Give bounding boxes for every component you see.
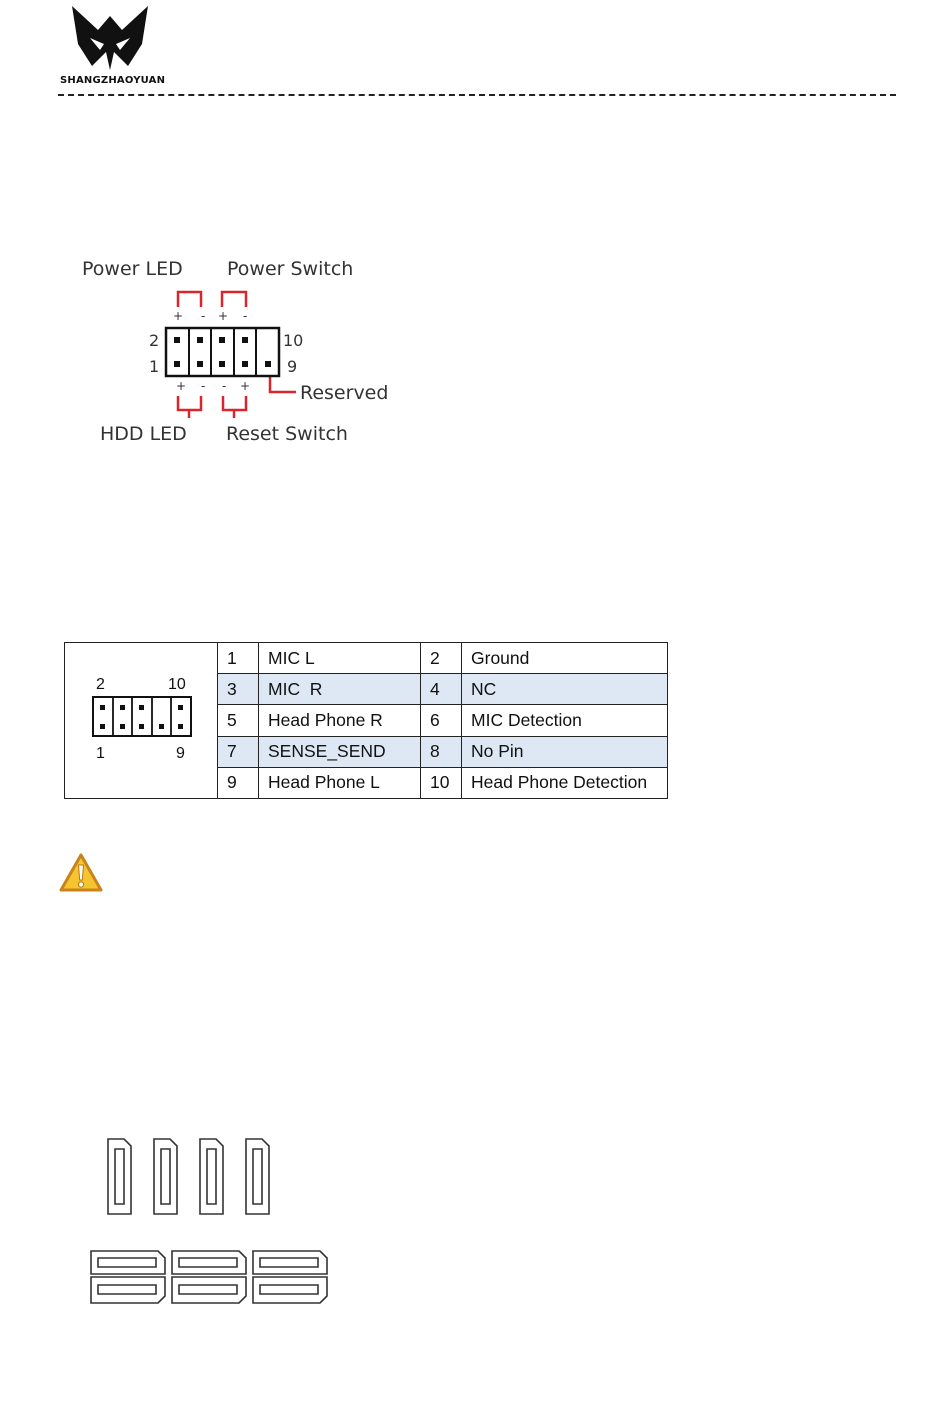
pin-number-cell: 1 [218,643,259,674]
diagram-pin-2: 2 [96,676,105,693]
signal-cell: NC [462,674,668,705]
signal-cell: Head Phone L [259,767,421,798]
signal-cell: Head Phone R [259,705,421,736]
sata-port-icon [172,1251,246,1274]
pin-number-cell: 10 [421,767,462,798]
warning-icon [58,852,104,894]
audio-header-diagram [65,643,218,799]
signal-cell: MIC L [259,643,421,674]
pin-number-cell: 5 [218,705,259,736]
front-panel-header-graphic [0,0,420,470]
label-reset-switch: Reset Switch [226,423,348,445]
polarity-plus: + [218,309,229,323]
sata-port-icon [253,1277,327,1303]
pin-number-cell: 7 [218,736,259,767]
pin-number-10: 10 [283,331,304,350]
pin-number-cell: 3 [218,674,259,705]
sata-port-icon [154,1139,177,1214]
sata-port-icon [200,1139,223,1214]
sata-port-icon [91,1277,165,1303]
polarity-plus: + [176,379,187,393]
table-row [65,643,668,674]
diagram-pin-9: 9 [176,745,185,762]
pin-number-cell: 2 [421,643,462,674]
label-power-led: Power LED [82,258,183,280]
diagram-pin-10: 10 [168,676,186,693]
polarity-minus: - [222,379,227,393]
sata-port-icon [253,1251,327,1274]
polarity-plus: + [173,309,184,323]
sata-ports-vertical [100,1134,280,1218]
label-reserved: Reserved [300,382,389,404]
sata-port-icon [108,1139,131,1214]
pin-number-9: 9 [287,357,298,376]
label-hdd-led: HDD LED [100,423,187,445]
signal-cell: MIC R [259,674,421,705]
sata-ports-horizontal [86,1246,336,1308]
audio-pinout-table [64,642,668,799]
signal-cell: Ground [462,643,668,674]
front-panel-diagram [0,0,950,470]
signal-cell: Head Phone Detection [462,767,668,798]
polarity-minus: - [243,309,248,323]
brand-name: SHANGZHAOYUAN [60,75,166,86]
signal-cell: SENSE_SEND [259,736,421,767]
pin-number-1: 1 [149,357,160,376]
polarity-minus: - [201,379,206,393]
sata-port-icon [172,1277,246,1303]
sata-port-icon [91,1251,165,1274]
label-power-switch: Power Switch [227,258,354,280]
polarity-plus: + [240,379,251,393]
signal-cell: MIC Detection [462,705,668,736]
pin-number-2: 2 [149,331,160,350]
sata-port-icon [246,1139,269,1214]
signal-cell: No Pin [462,736,668,767]
diagram-pin-1: 1 [96,745,105,762]
pin-number-cell: 4 [421,674,462,705]
pin-number-cell: 6 [421,705,462,736]
audio-header-graphic [65,643,217,793]
pin-number-cell: 8 [421,736,462,767]
polarity-minus: - [201,309,206,323]
pin-number-cell: 9 [218,767,259,798]
